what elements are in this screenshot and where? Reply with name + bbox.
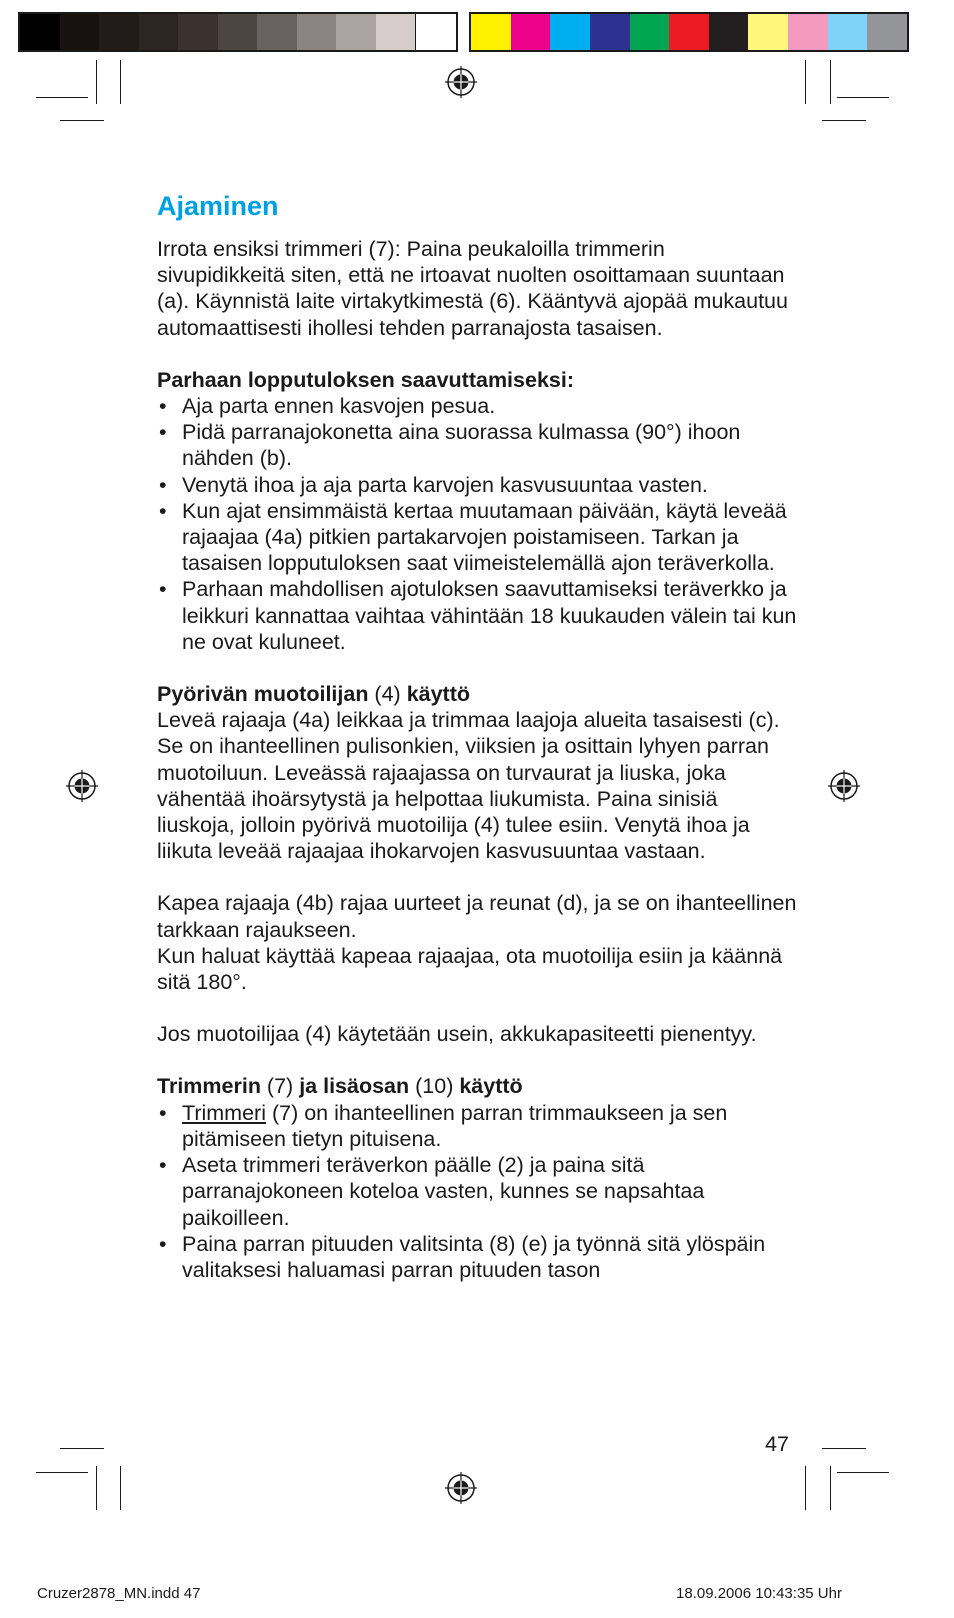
list-item: • Pidä parranajokonetta aina suorassa kulmassa (90°) ihoon nähden (b). bbox=[157, 419, 797, 471]
crop-mark bbox=[830, 1466, 831, 1510]
styler-title-part: (4) bbox=[368, 682, 407, 707]
color-swatch bbox=[511, 14, 551, 50]
crop-mark bbox=[805, 1466, 806, 1510]
color-swatch bbox=[99, 14, 139, 50]
crop-mark bbox=[822, 120, 866, 121]
color-swatch bbox=[336, 14, 376, 50]
trimmer-list bbox=[157, 1100, 797, 1283]
crop-mark bbox=[36, 97, 88, 98]
crop-mark bbox=[120, 1466, 121, 1510]
crop-mark bbox=[96, 1466, 97, 1510]
crop-mark bbox=[822, 1448, 866, 1449]
styler-paragraph: Se on ihanteellinen pulisonkien, viiksien ja osittain lyhyen parran muotoiluun. Leveässä rajaajassa on turvaurat ja liuska, joka vähentää ihoärsytystä ja helpottaa liukumista. Paina sinisiä liuskoja, jolloin pyörivä muotoilija (4) tulee esiin. Venytä ihoa ja liikuta leveää rajaajaa ihokarvojen kasvusuuntaa vastaan. bbox=[157, 734, 769, 864]
registration-mark-icon bbox=[445, 66, 477, 98]
crop-mark bbox=[60, 1448, 104, 1449]
color-swatch bbox=[669, 14, 709, 50]
page-content bbox=[157, 190, 797, 1283]
list-item: • Paina parran pituuden valitsinta (8) (e) ja työnnä sitä ylöspäin valitaksesi haluamasi parran pituuden tason bbox=[157, 1231, 797, 1283]
color-swatch bbox=[788, 14, 828, 50]
trimmer-title bbox=[157, 1073, 797, 1099]
crop-mark bbox=[120, 60, 121, 104]
color-swatch bbox=[550, 14, 590, 50]
trimmer-title-part: (7) bbox=[260, 1074, 300, 1099]
color-swatch bbox=[20, 14, 60, 50]
list-item: • Venytä ihoa ja aja parta karvojen kasvusuuntaa vasten. bbox=[157, 472, 797, 498]
styler-paragraph: Kun haluat käyttää kapeaa rajaajaa, ota muotoilija esiin ja käännä sitä 180°. bbox=[157, 943, 783, 995]
color-swatch bbox=[828, 14, 868, 50]
list-item: • Kun ajat ensimmäistä kertaa muutamaan päivään, käytä leveää rajaajaa (4a) pitkien partakarvojen poistamiseen. Tarkan ja tasaisen lopputuloksen saat viimeistelemällä ajon teräverkolla. bbox=[157, 498, 797, 577]
crop-mark bbox=[837, 1472, 889, 1473]
trimmer-title-part: Trimmerin bbox=[157, 1074, 261, 1099]
color-swatch bbox=[630, 14, 670, 50]
list-item: • Aseta trimmeri teräverkon päälle (2) ja paina sitä parranajokoneen koteloa vasten, kunnes se napsahtaa paikoilleen. bbox=[157, 1152, 797, 1231]
crop-mark bbox=[36, 1472, 88, 1473]
styler-paragraph: Kapea rajaaja (4b) rajaa uurteet ja reunat (d), ja se on ihanteellinen tarkkaan rajaukseen. bbox=[157, 891, 797, 942]
best-results-title: Parhaan lopputuloksen saavuttamiseksi: bbox=[157, 367, 574, 392]
slug-date: 18.09.2006 10:43:35 Uhr bbox=[676, 1585, 842, 1602]
list-item bbox=[157, 1100, 797, 1152]
gray-color-bar bbox=[18, 12, 458, 52]
slug-file: Cruzer2878_MN.indd 47 bbox=[37, 1585, 201, 1602]
color-swatch bbox=[257, 14, 297, 50]
color-swatch bbox=[376, 14, 416, 50]
list-item: • Parhaan mahdollisen ajotuloksen saavuttamiseksi teräverkko ja leikkuri kannattaa vaihtaa vähintään 18 kuukauden välein tai kun ne ovat kuluneet. bbox=[157, 576, 797, 655]
crop-mark bbox=[805, 60, 806, 104]
trimmer-link[interactable]: Trimmeri bbox=[182, 1100, 266, 1125]
styler-title-part: käyttö bbox=[406, 682, 471, 707]
color-swatch bbox=[867, 14, 907, 50]
crop-mark bbox=[830, 60, 831, 104]
color-swatch bbox=[178, 14, 218, 50]
list-item: • Aja parta ennen kasvojen pesua. bbox=[157, 393, 797, 419]
color-swatch bbox=[60, 14, 100, 50]
page-number: 47 bbox=[765, 1432, 789, 1456]
color-swatch bbox=[471, 14, 511, 50]
color-swatch bbox=[139, 14, 179, 50]
styler-paragraph: Jos muotoilijaa (4) käytetään usein, akkukapasiteetti pienentyy. bbox=[157, 1022, 757, 1047]
styler-title-part: Pyörivän muotoilijan bbox=[157, 682, 369, 707]
registration-mark-icon bbox=[66, 770, 98, 802]
styler-title bbox=[157, 681, 797, 707]
color-swatch bbox=[297, 14, 337, 50]
color-swatch bbox=[218, 14, 258, 50]
trimmer-title-part: (10) bbox=[409, 1074, 460, 1099]
trimmer-title-part: käyttö bbox=[459, 1074, 523, 1099]
crop-mark bbox=[96, 60, 97, 104]
registration-mark-icon bbox=[828, 770, 860, 802]
crop-mark bbox=[837, 97, 889, 98]
registration-mark-icon bbox=[445, 1472, 477, 1504]
styler-paragraph: Leveä rajaaja (4a) leikkaa ja trimmaa laajoja alueita tasaisesti (c). bbox=[157, 708, 780, 733]
color-swatch bbox=[748, 14, 788, 50]
section-heading: Ajaminen bbox=[157, 191, 279, 221]
trimmer-title-part: ja lisäosan bbox=[299, 1074, 410, 1099]
color-swatch bbox=[590, 14, 630, 50]
crop-mark bbox=[60, 120, 104, 121]
color-swatch bbox=[709, 14, 749, 50]
list-item-text: (7) on ihanteellinen parran trimmaukseen ja sen pitämiseen tietyn pituisena. bbox=[182, 1100, 728, 1151]
process-color-bar bbox=[469, 12, 909, 52]
intro-paragraph: Irrota ensiksi trimmeri (7): Paina peukaloilla trimmerin sivupidikkeitä siten, että ne irtoavat nuolten osoittamaan suuntaan (a). Käynnistä laite virtakytkimestä (6). Kääntyvä ajopää mukautuu automaattisesti ihollesi tehden parranajosta tasaisen. bbox=[157, 237, 788, 340]
best-results-list bbox=[157, 393, 797, 655]
color-swatch bbox=[415, 14, 456, 50]
